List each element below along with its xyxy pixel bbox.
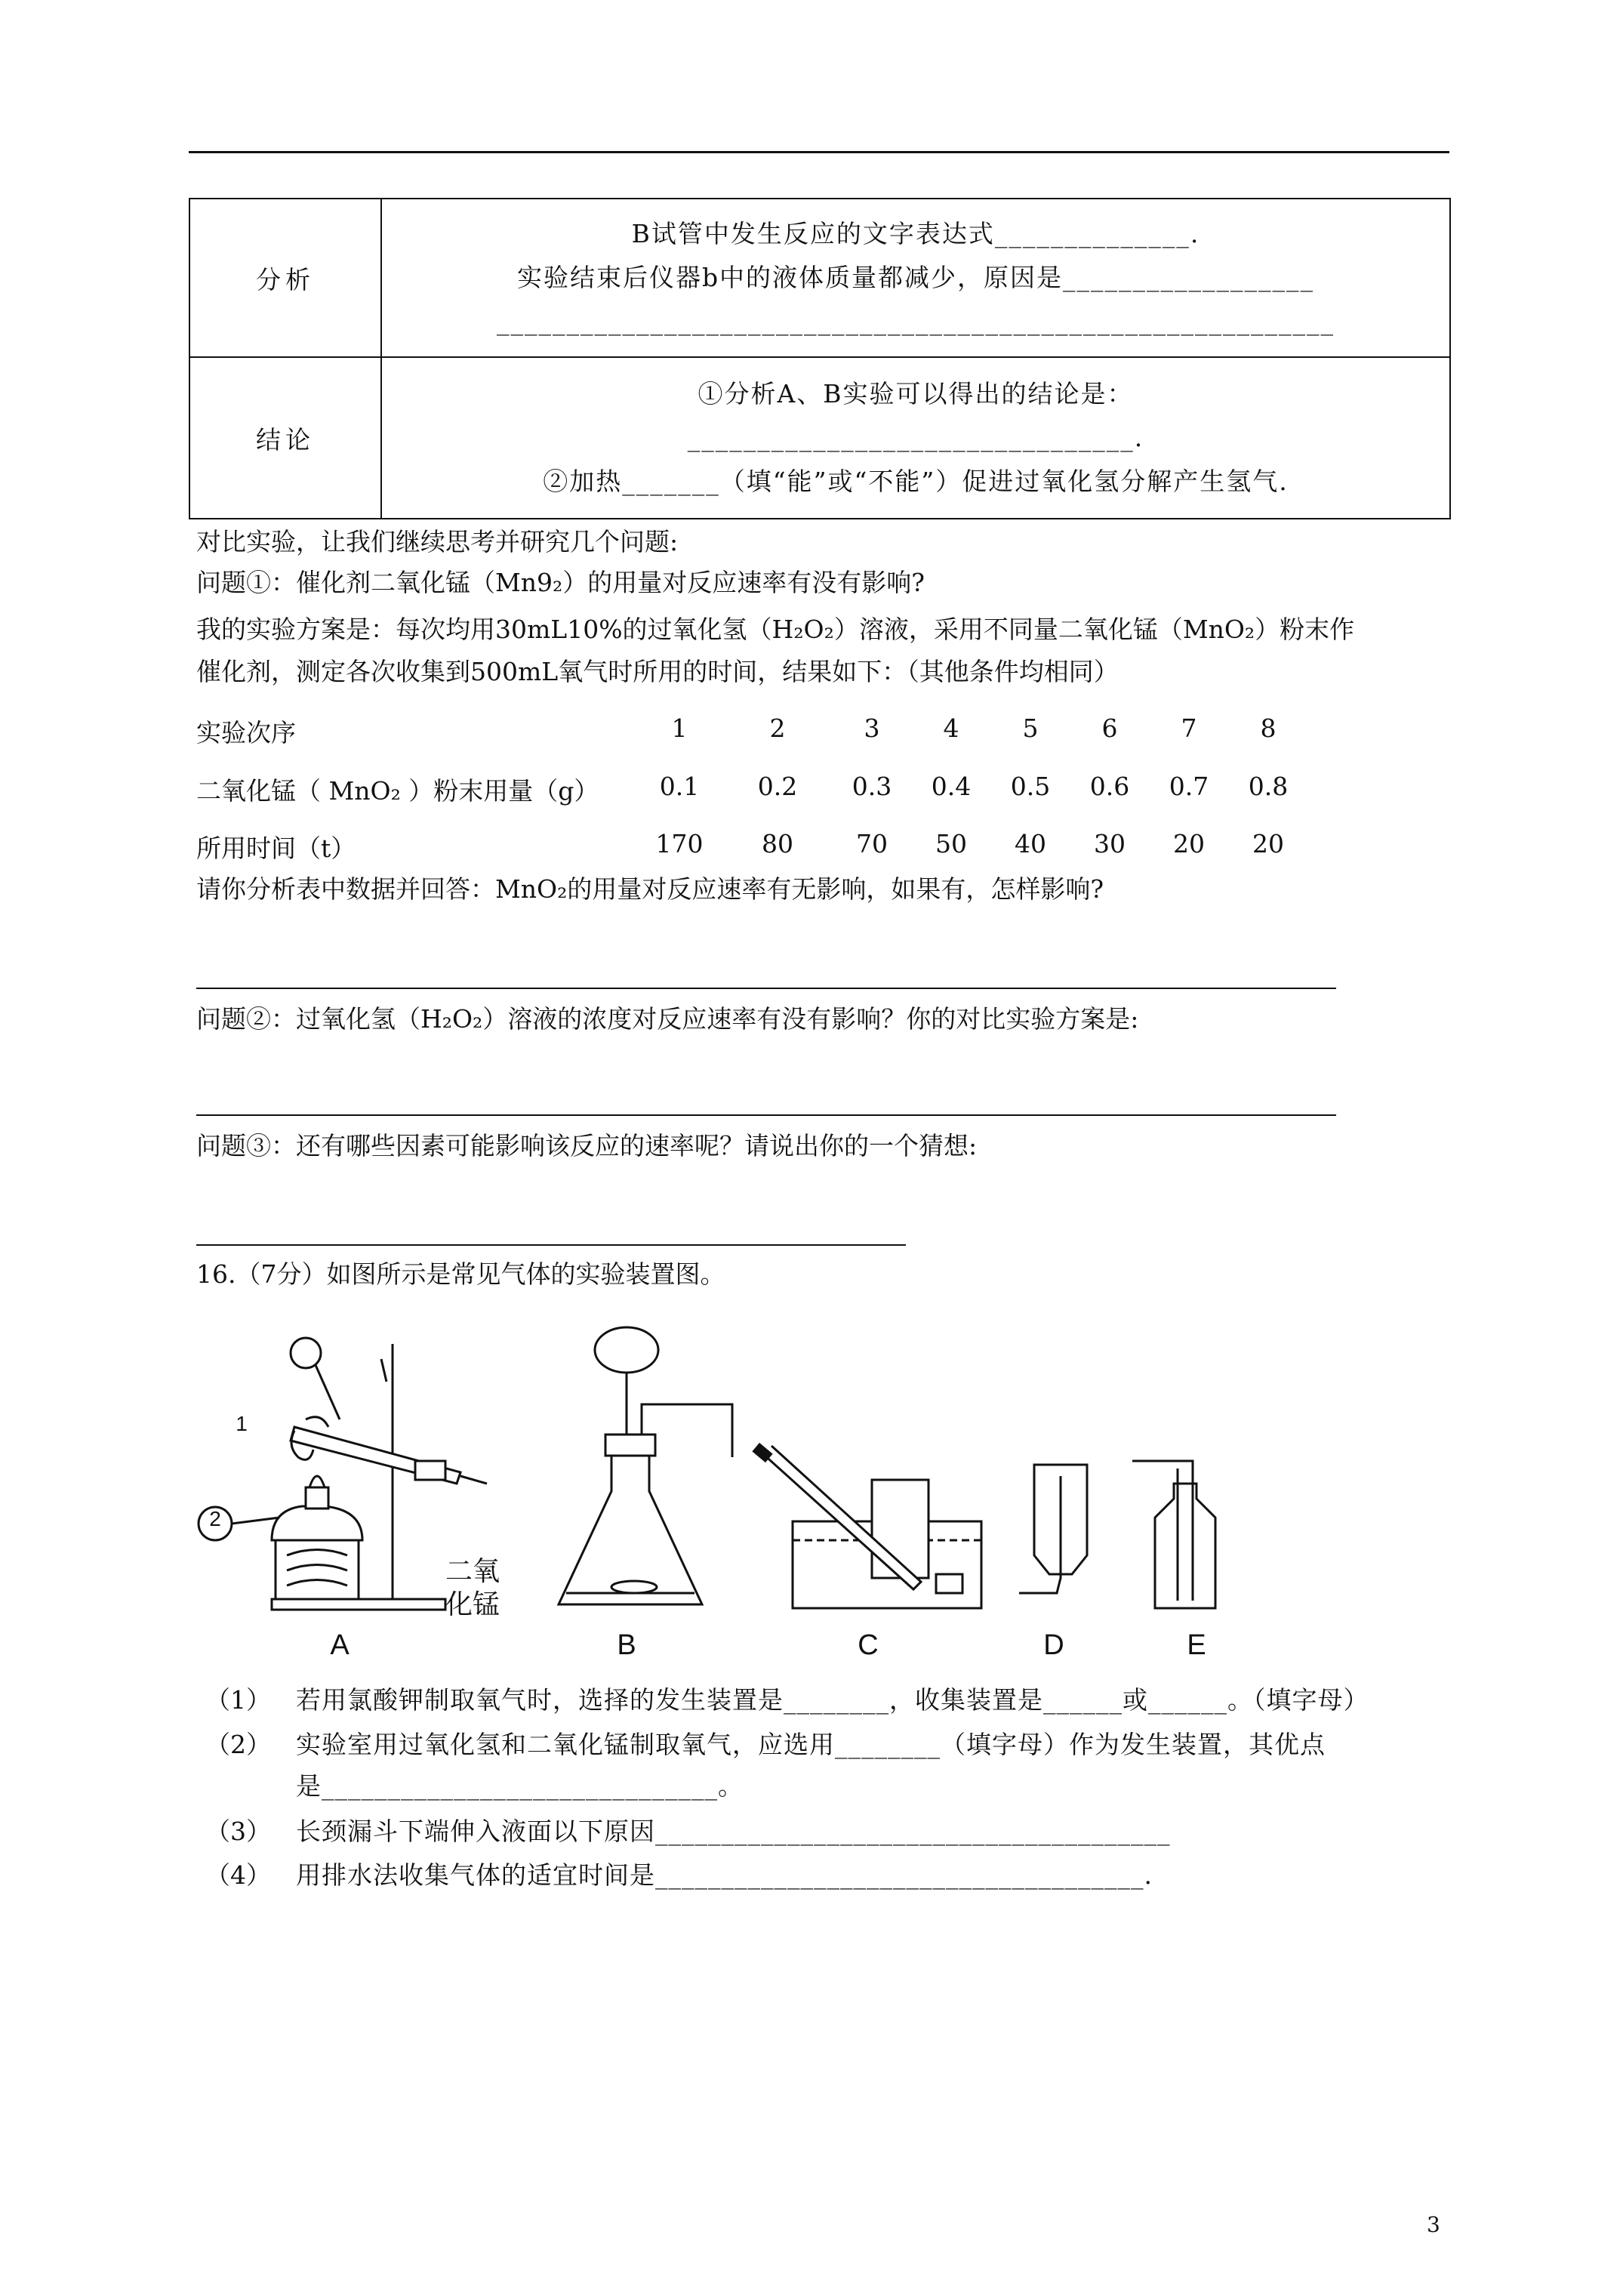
mno2-label xyxy=(445,1555,500,1622)
subq-2-text-cont: 是______________________________。 xyxy=(296,1771,744,1801)
apparatus-d xyxy=(1019,1465,1087,1593)
data-row-mno2 xyxy=(196,772,1289,813)
apparatus-c xyxy=(753,1444,981,1608)
question-1: 问题①：催化剂二氧化锰（Mn9₂）的用量对反应速率有没有影响? xyxy=(196,568,925,597)
data-cell: 1 xyxy=(671,713,688,743)
analysis-label: 分析 xyxy=(189,199,381,357)
data-cell: 3 xyxy=(864,713,880,743)
answer-line xyxy=(196,1114,1336,1116)
apparatus-e xyxy=(1132,1461,1215,1608)
question-1-ask: 请你分析表中数据并回答：MnO₂的用量对反应速率有无影响，如果有，怎样影响? xyxy=(196,874,1104,904)
answer-line xyxy=(196,988,1336,989)
subq-2-num: （2） xyxy=(205,1730,271,1759)
subq-1-num: （1） xyxy=(205,1685,271,1715)
data-cell: 7 xyxy=(1181,713,1197,743)
data-row-label: 所用时间（t） xyxy=(196,834,356,863)
data-row-label: 二氧化锰（ MnO₂ ）粉末用量（g） xyxy=(196,776,599,806)
question-2: 问题②：过氧化氢（H₂O₂）溶液的浓度对反应速率有没有影响？你的对比实验方案是: xyxy=(196,1004,1139,1034)
page-number: 3 xyxy=(1427,2212,1440,2237)
data-cell: 0.2 xyxy=(757,772,798,801)
question-3: 问题③：还有哪些因素可能影响该反应的速率呢？请说出你的一个猜想: xyxy=(196,1131,978,1160)
data-cell: 5 xyxy=(1022,713,1039,743)
label-c: C xyxy=(858,1629,879,1661)
question-1-plan-line-2: 催化剂，测定各次收集到500mL氧气时所用的时间，结果如下：（其他条件均相同） xyxy=(196,657,1119,686)
data-row-time xyxy=(196,829,1284,864)
label-b: B xyxy=(617,1629,636,1661)
data-cell: 0.4 xyxy=(931,772,972,801)
experiment-table xyxy=(189,198,1451,519)
data-cell: 20 xyxy=(1173,829,1205,858)
analysis-line-1: B试管中发生反应的文字表达式______________. xyxy=(631,219,1200,248)
question-1-plan-line-1: 我的实验方案是：每次均用30mL10%的过氧化氢（H₂O₂）溶液，采用不同量二氧化锰（MnO₂）粉末作 xyxy=(196,615,1355,644)
data-row-label: 实验次序 xyxy=(196,718,296,747)
question-16-title: 16.（7分）如图所示是常见气体的实验装置图。 xyxy=(196,1259,725,1289)
apparatus-a xyxy=(199,1338,487,1610)
conclusion-label: 结论 xyxy=(189,357,381,519)
subq-1-text: 若用氯酸钾制取氧气时，选择的发生装置是________，收集装置是______或______。（填字母） xyxy=(296,1685,1369,1715)
mno2-label-line-2: 化锰 xyxy=(445,1589,500,1620)
data-row-order xyxy=(196,713,1277,749)
intro-text: 对比实验，让我们继续思考并研究几个问题: xyxy=(196,527,679,556)
data-cell: 0.5 xyxy=(1010,772,1051,801)
apparatus-figure xyxy=(189,1314,1246,1676)
data-cell: 30 xyxy=(1094,829,1126,858)
subq-2-text: 实验室用过氧化氢和二氧化锰制取氧气，应选用________（填字母）作为发生装置，其优点 xyxy=(296,1730,1326,1759)
marker-2: 2 xyxy=(209,1507,221,1530)
conclusion-line-1: ①分析A、B实验可以得出的结论是： xyxy=(698,379,1134,408)
data-cell: 70 xyxy=(856,829,888,858)
data-cell: 0.7 xyxy=(1169,772,1209,801)
conclusion-line-2: ________________________________. xyxy=(687,423,1144,452)
label-e: E xyxy=(1187,1629,1206,1661)
subq-4-num: （4） xyxy=(205,1860,271,1890)
data-cell: 170 xyxy=(655,829,704,858)
marker-1: 1 xyxy=(236,1412,248,1435)
header-rule xyxy=(189,151,1449,153)
label-a: A xyxy=(330,1629,350,1661)
data-cell: 20 xyxy=(1252,829,1284,858)
data-cell: 2 xyxy=(769,713,786,743)
conclusion-line-3: ②加热_______（填“能”或“不能”）促进过氧化氢分解产生氢气. xyxy=(543,467,1289,496)
data-cell: 80 xyxy=(762,829,793,858)
data-cell: 8 xyxy=(1260,713,1277,743)
data-cell: 0.6 xyxy=(1089,772,1130,801)
data-cell: 50 xyxy=(935,829,967,858)
data-cell: 40 xyxy=(1015,829,1046,858)
subq-4-text: 用排水法收集气体的适宜时间是_____________________________________. xyxy=(296,1860,1153,1890)
subq-3-num: （3） xyxy=(205,1817,271,1846)
data-cell: 0.1 xyxy=(659,772,700,801)
data-cell: 0.8 xyxy=(1248,772,1289,801)
label-d: D xyxy=(1043,1629,1064,1661)
data-cell: 6 xyxy=(1101,713,1118,743)
mno2-label-line-1: 二氧 xyxy=(445,1556,500,1587)
data-cell: 0.3 xyxy=(852,772,892,801)
answer-line xyxy=(196,1244,906,1246)
subq-3-text: 长颈漏斗下端伸入液面以下原因_______________________________________ xyxy=(296,1817,1171,1846)
apparatus-b xyxy=(559,1327,732,1604)
analysis-line-2: 实验结束后仪器b中的液体质量都减少，原因是__________________ xyxy=(516,263,1315,292)
analysis-line-3: ____________________________________________________________ xyxy=(497,307,1335,336)
data-cell: 4 xyxy=(943,713,959,743)
